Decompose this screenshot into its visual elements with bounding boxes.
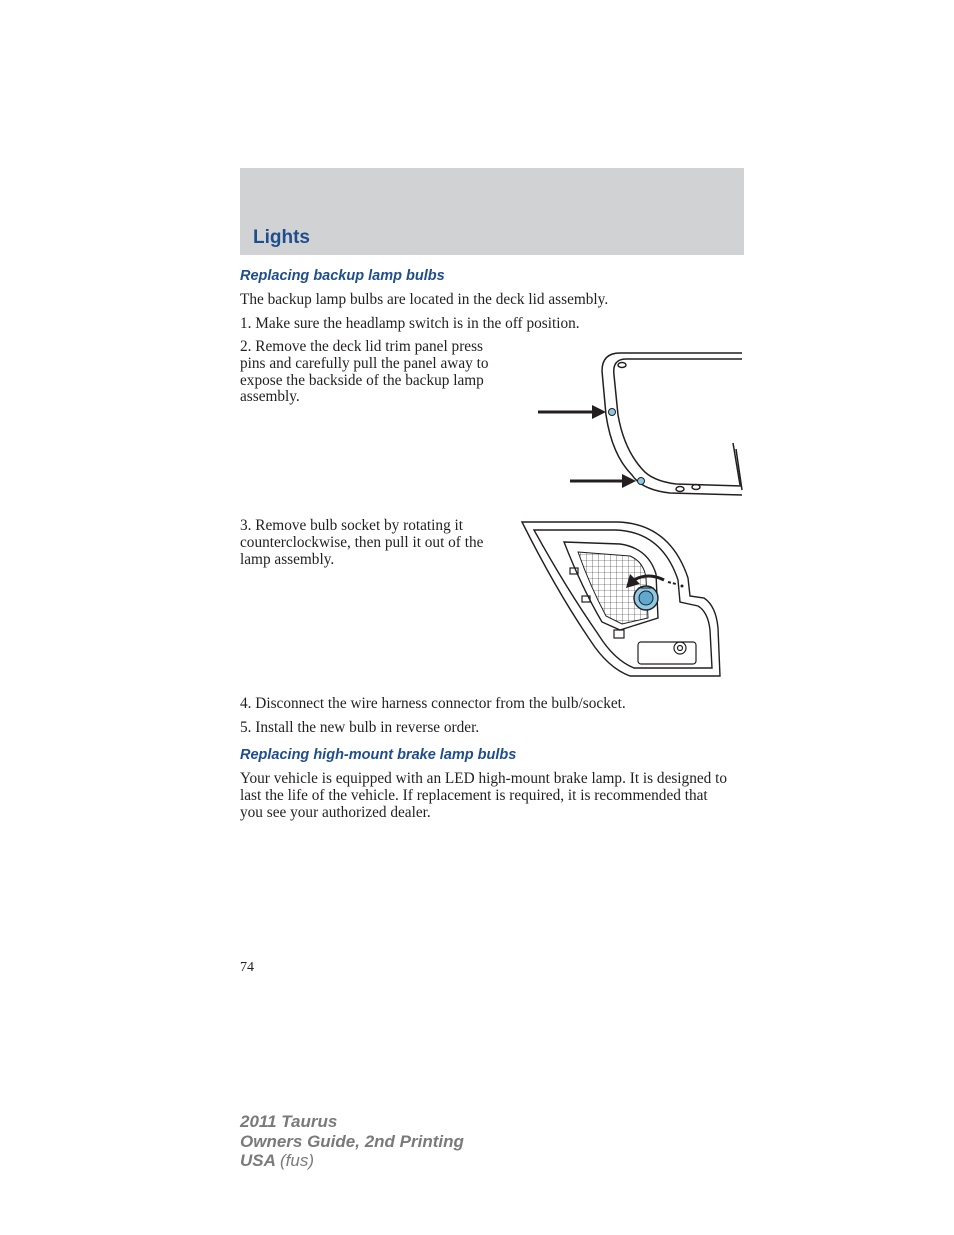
high-mount-body-text: Your vehicle is equipped with an LED high-mount brake lamp. It is designed to last the life of the vehicle. If replacement is required, it is recommended that you see your authorized dealer. (240, 770, 728, 821)
page-number: 74 (240, 960, 254, 975)
footer-market (240, 1151, 464, 1171)
footer-model: 2011 Taurus (240, 1112, 338, 1131)
step-1-text: 1. Make sure the headlamp switch is in the off position. (240, 315, 580, 332)
backup-intro-text: The backup lamp bulbs are located in the deck lid assembly. (240, 291, 609, 308)
press-pin-upper-icon (609, 409, 616, 416)
footer-edition: Owners Guide, 2nd Printing (240, 1131, 464, 1151)
step-5-text: 5. Install the new bulb in reverse order. (240, 719, 480, 736)
pointer-arrow-upper-icon (538, 405, 606, 419)
footer-region: USA (240, 1151, 276, 1170)
high-mount-lamp-heading: Replacing high-mount brake lamp bulbs (240, 747, 517, 763)
pointer-arrow-lower-icon (570, 474, 636, 488)
footer-code: (fus) (280, 1151, 314, 1170)
bulb-socket-icon (634, 586, 658, 610)
backup-lamp-heading: Replacing backup lamp bulbs (240, 268, 445, 284)
step-4-text: 4. Disconnect the wire harness connector from the bulb/socket. (240, 695, 626, 712)
step-3-text: 3. Remove bulb socket by rotating it counterclockwise, then pull it out of the lamp assembly. (240, 517, 484, 568)
press-pin-lower-icon (638, 478, 645, 485)
step-2-text: 2. Remove the deck lid trim panel press pins and carefully pull the panel away to expose the backside of the backup lamp assembly. (240, 338, 489, 406)
backup-lamp-assembly-illustration (520, 518, 724, 680)
section-header-band (240, 168, 744, 255)
deck-lid-trim-panel-illustration (530, 345, 746, 503)
section-title: Lights (253, 227, 310, 248)
document-footer (240, 1112, 464, 1171)
